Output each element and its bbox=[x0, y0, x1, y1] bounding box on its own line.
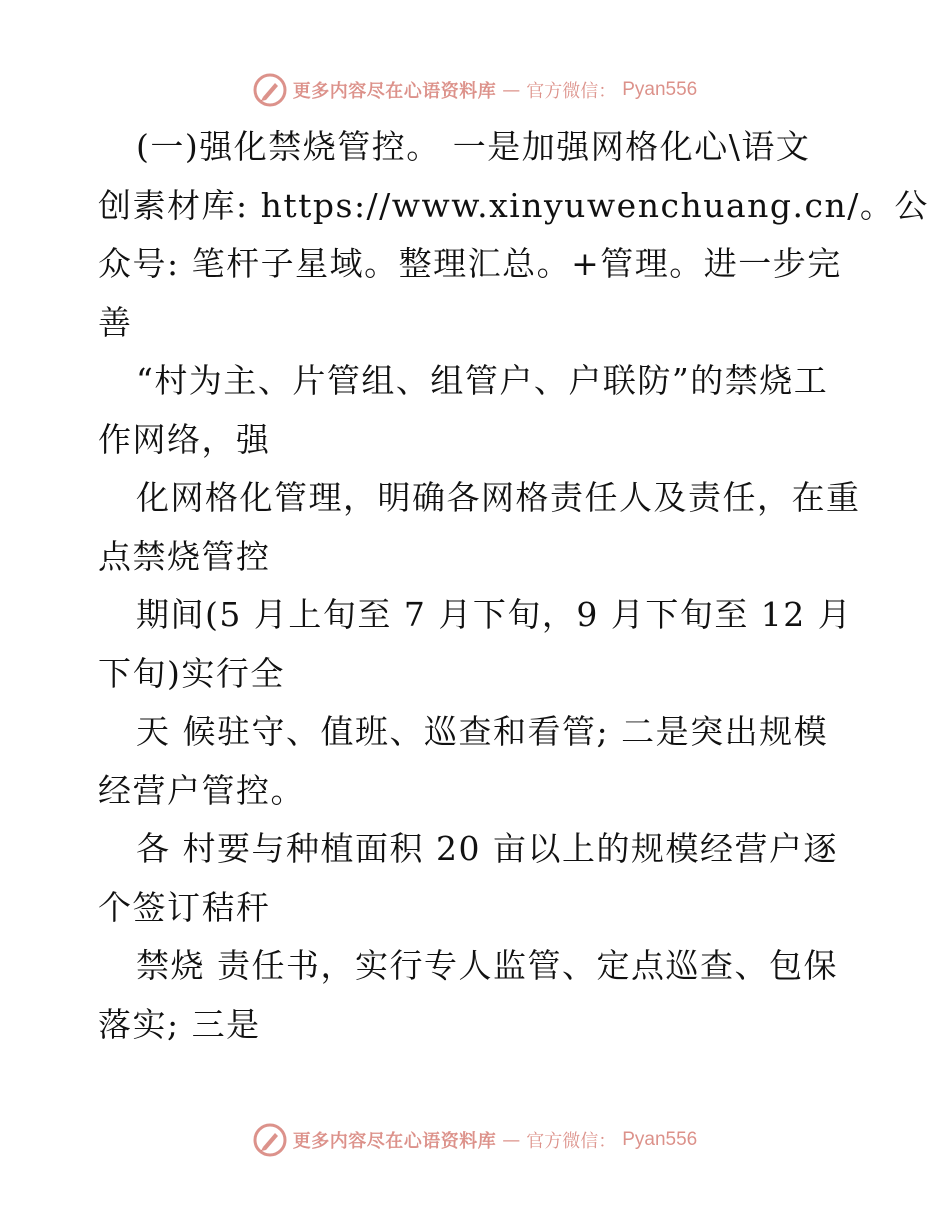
paragraph-line: 点禁烧管控 bbox=[98, 536, 271, 576]
paragraph-line: 化网格化管理，明确各网格责任人及责任，在重 bbox=[136, 478, 861, 517]
watermark-wechat-id: Pyan556 bbox=[622, 1129, 698, 1150]
watermark-main-text: 更多内容尽在心语资料库 bbox=[292, 81, 497, 102]
paragraph-line: 经营户管控。 bbox=[98, 770, 305, 810]
paragraph-line: 禁烧 责任书，实行专人监管、定点巡查、包保 bbox=[136, 946, 838, 985]
paragraph-line: 创素材库: https://www.xinyuwenchuang.cn/。公 bbox=[98, 185, 929, 225]
watermark-separator: — bbox=[502, 79, 521, 101]
paragraph-line: 作网络，强 bbox=[98, 419, 271, 459]
paragraph-line: 善 bbox=[98, 302, 133, 342]
document-body bbox=[98, 118, 929, 1054]
watermark-footer bbox=[0, 1122, 950, 1158]
paragraph-line: (一)强化禁烧管控。 一是加强网格化心\语文 bbox=[136, 127, 811, 166]
watermark-header bbox=[0, 72, 950, 108]
paragraph-line: “村为主、片管组、组管户、户联防”的禁烧工 bbox=[136, 361, 829, 400]
paragraph-line: 各 村要与种植面积 20 亩以上的规模经营户逐 bbox=[136, 829, 838, 868]
paragraph-line: 落实; 三是 bbox=[98, 1004, 261, 1044]
paragraph-line: 众号: 笔杆子星域。整理汇总。+管理。进一步完 bbox=[98, 244, 842, 283]
paragraph-line: 期间(5 月上旬至 7 月下旬，9 月下旬至 12 月 bbox=[136, 595, 853, 634]
paragraph-line: 天 候驻守、值班、巡查和看管; 二是突出规模 bbox=[136, 712, 829, 751]
paragraph-line: 个签订秸秆 bbox=[98, 887, 271, 927]
pen-logo-icon bbox=[253, 1123, 287, 1157]
watermark-wechat-id: Pyan556 bbox=[622, 79, 698, 100]
watermark-label: 官方微信： bbox=[526, 81, 617, 102]
watermark-main-text: 更多内容尽在心语资料库 bbox=[292, 1131, 497, 1152]
watermark-separator: — bbox=[502, 1129, 521, 1151]
paragraph-line: 下旬)实行全 bbox=[98, 653, 285, 693]
pen-logo-icon bbox=[253, 73, 287, 107]
watermark-label: 官方微信： bbox=[526, 1131, 617, 1152]
